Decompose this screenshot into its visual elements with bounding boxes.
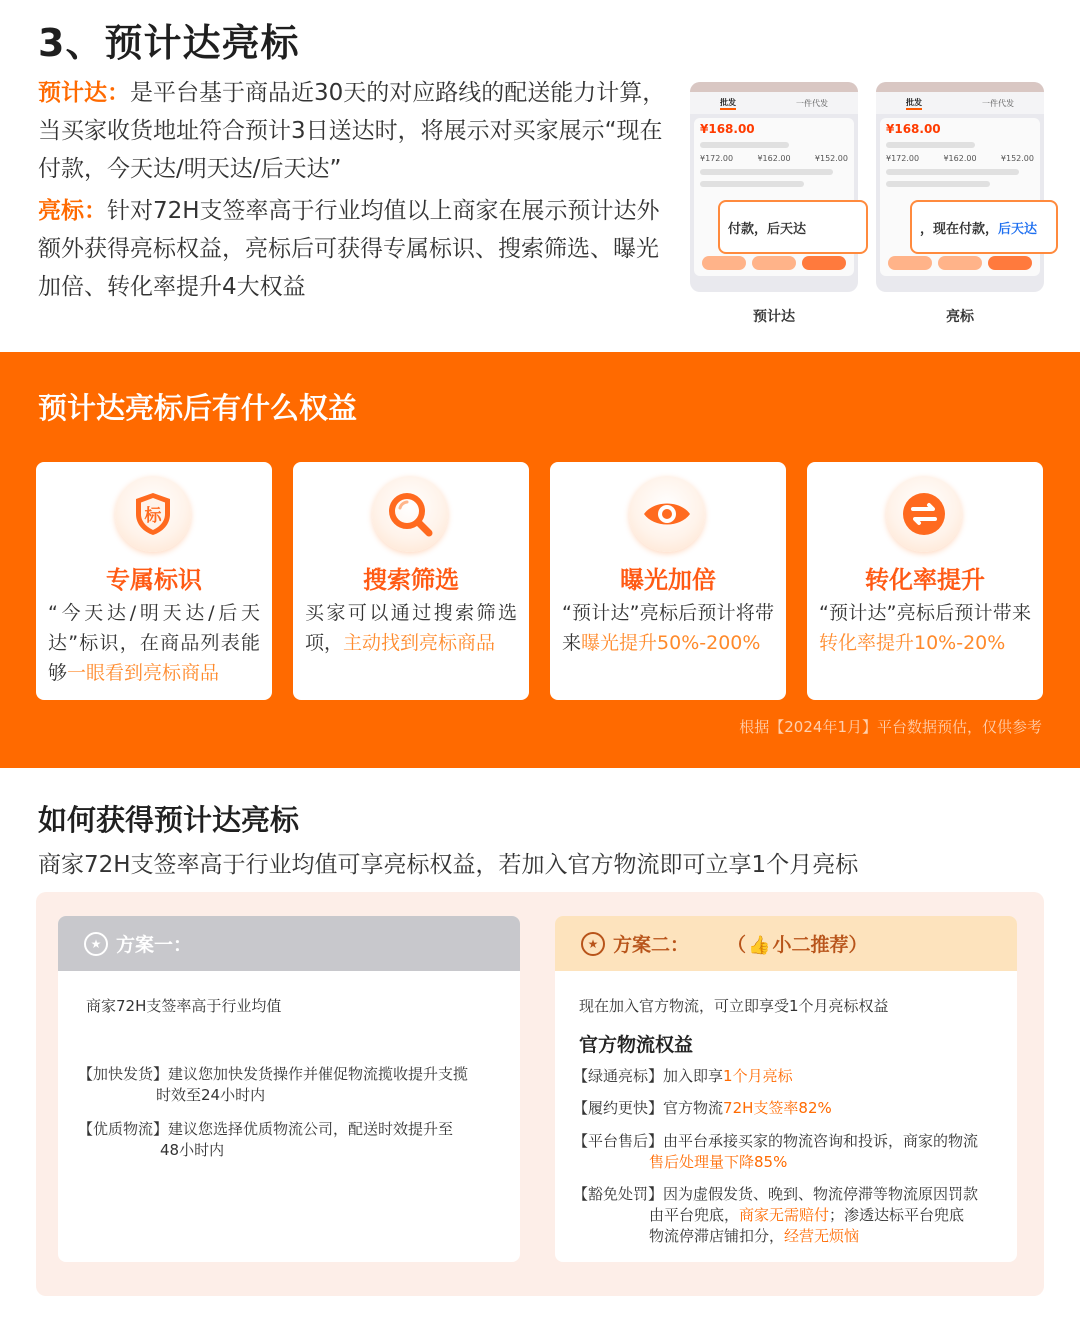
item-text: 加入即享 [663, 1067, 724, 1085]
benefit-card [36, 462, 272, 700]
phone-price: ¥168.00 [886, 122, 941, 136]
benefits-heading: 预计达亮标后有什么权益 [38, 391, 358, 425]
plan-two-intro: 现在加入官方物流，可立即享受1个月亮标权益 [579, 997, 889, 1015]
item-tag: 【绿通亮标】 [573, 1067, 664, 1085]
intro-text-highlight: 针对72H支签率高于行业均值以上商家在展示预计达外额外获得亮标权益，亮标后可获得专属标识、搜索筛选、曝光加倍、转化率提升4大权益 [38, 198, 660, 300]
plan-two-item-cont [649, 1205, 964, 1226]
benefit-desc [48, 598, 260, 688]
plan-one-title: 方案一： [116, 934, 193, 956]
benefit-desc-text: “预计达”亮标后预计带来 [819, 602, 1031, 624]
plans-panel [36, 892, 1044, 1296]
delivery-label-blue: 后天达 [998, 221, 1038, 237]
benefit-title: 曝光加倍 [620, 566, 716, 594]
badge-icon [115, 476, 191, 552]
benefit-desc [305, 598, 517, 658]
plan-one-item-cont: 时效至24小时内 [156, 1086, 266, 1104]
benefit-desc-highlight: 一眼看到亮标商品 [67, 662, 220, 684]
item-tag: 【加快发货】 [78, 1065, 169, 1083]
caption-estimate: 预计达 [753, 309, 795, 325]
plan-two-header [555, 916, 1017, 971]
item-highlight: 1个月亮标 [723, 1067, 793, 1085]
item-text: 物流停滞店铺扣分， [649, 1227, 785, 1245]
svg-text:标: 标 [144, 506, 162, 526]
benefit-desc-highlight: 转化率提升10%-20% [819, 632, 1006, 654]
phone-tab: 一件代发 [982, 98, 1014, 108]
intro-key-estimate: 预计达： [38, 80, 130, 106]
plan-two-item [573, 1184, 978, 1205]
sku-price: ¥172.00 [886, 154, 920, 163]
item-text: 由平台兜底， [649, 1206, 740, 1224]
intro-section [0, 0, 1080, 352]
search-icon [372, 476, 448, 552]
plan-two-item [573, 1066, 793, 1087]
sku-price: ¥172.00 [700, 154, 734, 163]
delivery-label-text: ，现在付款， [920, 221, 999, 237]
phone-tab: 批发 [720, 97, 736, 110]
benefit-desc-highlight: 曝光提升50%-200% [581, 632, 761, 654]
delivery-label-text: 付款，后天达 [728, 221, 807, 237]
delivery-label-estimate [718, 200, 868, 254]
data-note: 根据【2024年1月】平台数据预估，仅供参考 [739, 718, 1042, 736]
plan-two-item-highlight: 售后处理量下降85% [649, 1153, 788, 1171]
delivery-label-highlight [910, 200, 1058, 254]
intro-text [38, 74, 678, 310]
benefits-section [0, 352, 1080, 768]
plan-two-card [555, 916, 1017, 1262]
plan-two-benefit-title: 官方物流权益 [579, 1034, 694, 1056]
item-highlight: 经营无烦恼 [784, 1227, 860, 1245]
item-text: 因为虚假发货、晚到、物流停滞等物流原因罚款 [663, 1185, 979, 1203]
star-icon: ★ [84, 932, 108, 956]
plan-two-title: 方案二： [613, 934, 690, 956]
plan-two-item-cont [649, 1226, 859, 1247]
recommend-open: （ [727, 934, 747, 956]
recommend-label [727, 930, 867, 957]
benefit-desc-highlight: 主动找到亮标商品 [343, 632, 496, 654]
phone-tab: 一件代发 [796, 98, 828, 108]
phone-tab: 批发 [906, 97, 922, 110]
screenshot-estimate [690, 82, 858, 292]
benefit-desc [562, 598, 774, 658]
plan-two-item [573, 1131, 978, 1152]
how-subtitle: 商家72H支签率高于行业均值可享亮标权益，若加入官方物流即可立享1个月亮标 [38, 852, 859, 878]
item-text: 建议您加快发货操作并催促物流揽收提升支揽 [168, 1065, 469, 1083]
intro-key-highlight: 亮标： [38, 198, 107, 224]
phone-price: ¥168.00 [700, 122, 755, 136]
sku-price: ¥152.00 [1000, 154, 1034, 163]
screenshot-highlight [876, 82, 1044, 292]
star-icon: ★ [581, 932, 605, 956]
item-highlight: 72H支签率82% [723, 1099, 832, 1117]
item-tag: 【平台售后】 [573, 1132, 664, 1150]
plan-two-item [573, 1098, 832, 1119]
benefit-card [550, 462, 786, 700]
recommend-text: 小二推荐） [772, 934, 868, 956]
how-heading: 如何获得预计达亮标 [38, 803, 300, 837]
thumbs-up-icon: 👍 [748, 935, 771, 956]
plan-one-intro: 商家72H支签率高于行业均值 [86, 997, 282, 1015]
item-text: ；渗透达标平台兜底 [829, 1206, 965, 1224]
item-text: 官方物流 [663, 1099, 724, 1117]
plan-one-item [78, 1119, 453, 1140]
benefit-desc-text: “预计达”亮标后预计将带来 [562, 602, 774, 654]
sku-price: ¥152.00 [814, 154, 848, 163]
intro-paragraph-estimate [38, 74, 678, 188]
caption-highlight: 亮标 [946, 309, 974, 325]
benefit-title: 转化率提升 [865, 566, 985, 594]
sku-price: ¥162.00 [943, 154, 977, 163]
item-tag: 【豁免处罚】 [573, 1185, 664, 1203]
benefit-card [293, 462, 529, 700]
plan-one-item-cont: 48小时内 [160, 1141, 225, 1159]
intro-paragraph-highlight [38, 192, 678, 306]
plan-one-item [78, 1064, 468, 1085]
intro-text-estimate: 是平台基于商品近30天的对应路线的配送能力计算，当买家收货地址符合预计3日送达时，将展示对买家展示“现在付款，今天达/明天达/后天达” [38, 80, 666, 182]
plan-one-header [58, 916, 520, 971]
eye-icon [629, 476, 705, 552]
item-highlight: 商家无需赔付 [739, 1206, 830, 1224]
benefit-title: 专属标识 [106, 566, 202, 594]
item-text: 由平台承接买家的物流咨询和投诉，商家的物流 [663, 1132, 979, 1150]
benefit-desc [819, 598, 1031, 658]
sku-price: ¥162.00 [757, 154, 791, 163]
plan-one-card [58, 916, 520, 1262]
item-text: 建议您选择优质物流公司，配送时效提升至 [168, 1120, 454, 1138]
benefit-title: 搜索筛选 [363, 566, 459, 594]
exchange-icon [886, 476, 962, 552]
item-tag: 【履约更快】 [573, 1099, 664, 1117]
page-title: 3、预计达亮标 [38, 21, 300, 65]
item-tag: 【优质物流】 [78, 1120, 169, 1138]
benefit-desc-text: 买家可以通过搜索筛选项， [305, 602, 517, 654]
benefit-desc-text: “今天达/明天达/后天达”标识，在商品列表能够 [48, 602, 260, 684]
benefit-card [807, 462, 1043, 700]
